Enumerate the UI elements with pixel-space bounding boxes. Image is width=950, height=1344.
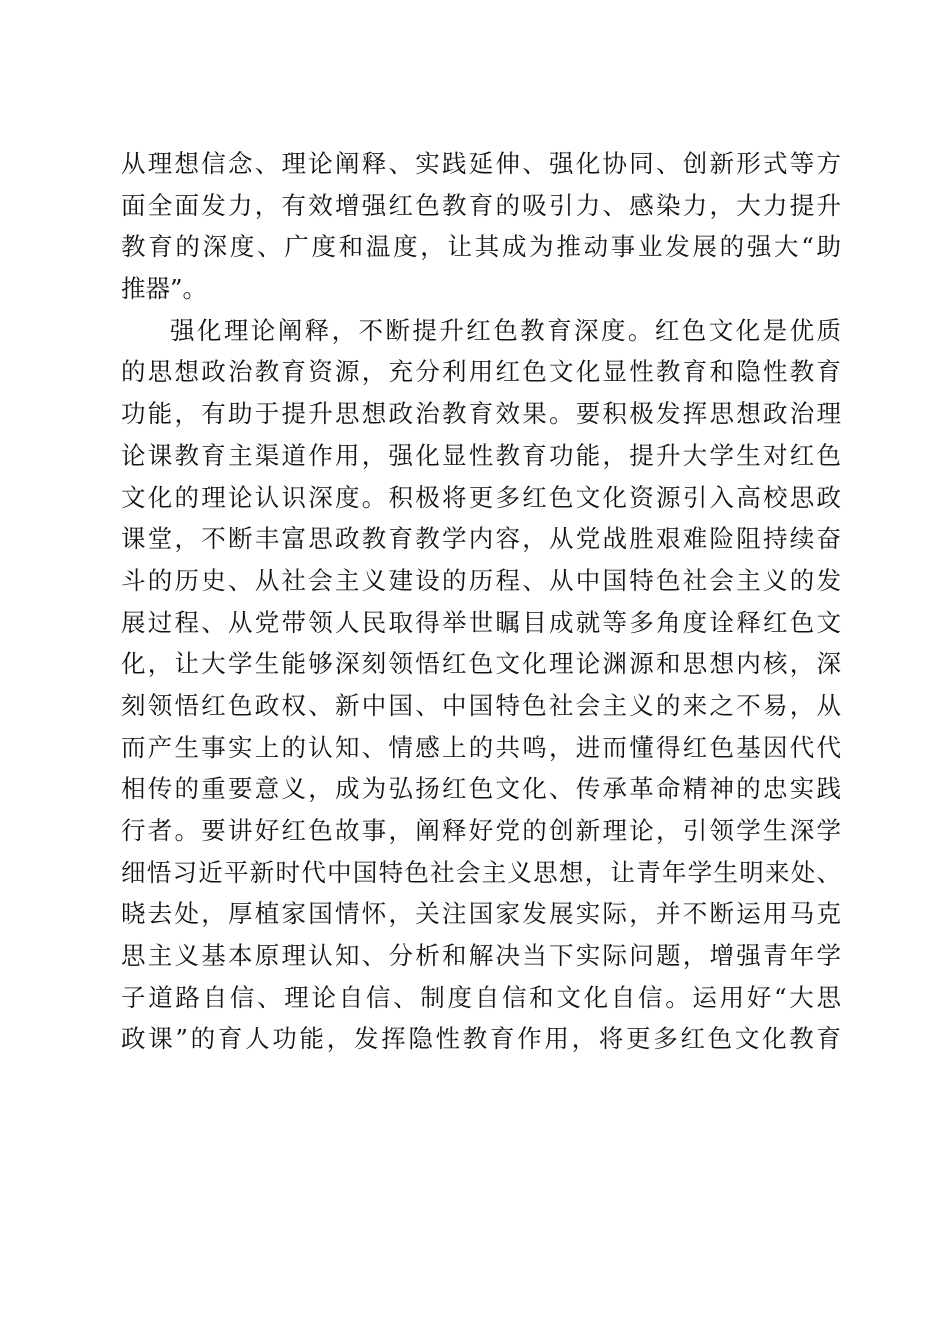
paragraph-line: 展过程、从党带领人民取得举世瞩目成就等多角度诠释红色文 [121,607,841,637]
paragraph-2 [121,310,841,1060]
paragraph-line: 斗的历史、从社会主义建设的历程、从中国特色社会主义的发 [121,565,841,595]
paragraph-line: 功能，有助于提升思想政治教育效果。要积极发挥思想政治理 [121,399,841,429]
paragraph-line: 思主义基本原理认知、分析和解决当下实际问题，增强青年学 [121,941,841,971]
paragraph-line: 课堂，不断丰富思政教育教学内容，从党战胜艰难险阻持续奋 [121,524,841,554]
paragraph-line: 相传的重要意义，成为弘扬红色文化、传承革命精神的忠实践 [121,774,841,804]
paragraph-line: 教育的深度、广度和温度，让其成为推动事业发展的强大“助 [121,232,841,262]
paragraph-line: 从理想信念、理论阐释、实践延伸、强化协同、创新形式等方 [121,149,841,178]
paragraph-line: 推器”。 [121,274,208,304]
paragraph-line: 而产生事实上的认知、情感上的共鸣，进而懂得红色基因代代 [121,732,841,762]
paragraph-line: 化，让大学生能够深刻领悟红色文化理论渊源和思想内核，深 [121,649,841,679]
paragraph-line: 晓去处，厚植家国情怀，关注国家发展实际，并不断运用马克 [121,899,841,929]
paragraph-line: 文化的理论认识深度。积极将更多红色文化资源引入高校思政 [121,482,841,512]
paragraph-line: 细悟习近平新时代中国特色社会主义思想，让青年学生明来处、 [121,857,841,887]
paragraph-line: 行者。要讲好红色故事，阐释好党的创新理论，引领学生深学 [121,816,841,845]
paragraph-line: 的思想政治教育资源，充分利用红色文化显性教育和隐性教育 [121,357,841,387]
paragraph-line: 子道路自信、理论自信、制度自信和文化自信。运用好“大思 [121,982,841,1012]
paragraph-line: 论课教育主渠道作用，强化显性教育功能，提升大学生对红色 [121,440,841,470]
paragraph-line: 强化理论阐释，不断提升红色教育深度。红色文化是优质 [170,315,841,345]
paragraph-line: 政课”的育人功能，发挥隐性教育作用，将更多红色文化教育 [121,1024,841,1054]
paragraph-line: 刻领悟红色政权、新中国、中国特色社会主义的来之不易，从 [121,690,841,720]
paragraph-line: 面全面发力，有效增强红色教育的吸引力、感染力，大力提升 [121,190,841,220]
paragraph-1 [121,143,841,310]
document-body [121,143,841,1060]
